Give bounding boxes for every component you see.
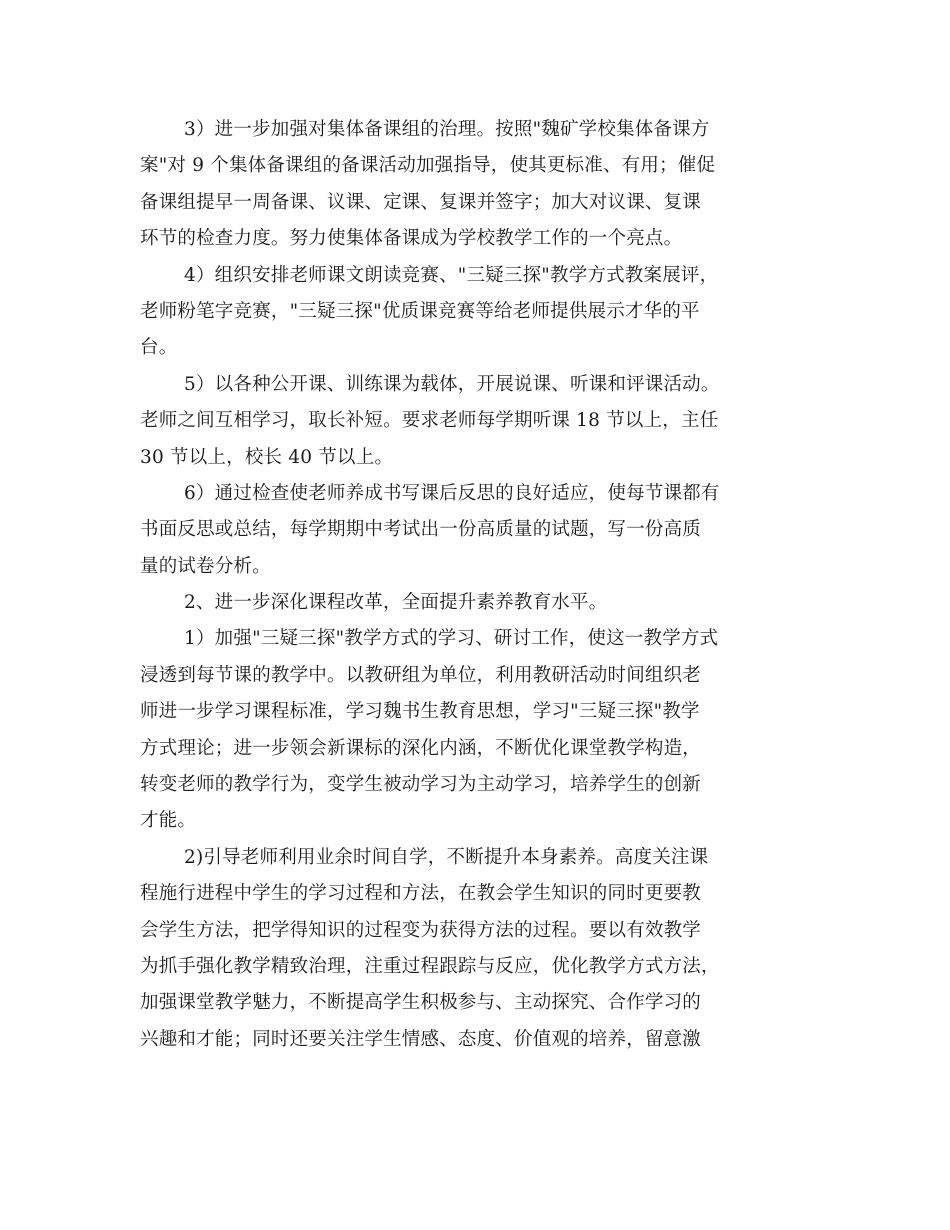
- text-line: 方式理论；进一步领会新课标的深化内涵，不断优化课堂教学构造，: [140, 737, 702, 759]
- text-line: 6）通过检查使老师养成书写课后反思的良好适应，使每节课都有: [184, 482, 720, 504]
- text-line: 4）组织安排老师课文朗读竞赛、"三疑三探"教学方式教案展评，: [184, 264, 719, 286]
- text-line: 兴趣和才能；同时还要关注学生情感、态度、价值观的培养，留意激: [140, 1028, 702, 1050]
- text-line: 30 节以上，校长 40 节以上。: [140, 446, 394, 468]
- text-line: 3）进一步加强对集体备课组的治理。按照"魏矿学校集体备课方: [184, 119, 710, 140]
- text-line: 转变老师的教学行为，变学生被动学习为主动学习，培养学生的创新: [140, 774, 702, 796]
- text-line: 2)引导老师利用业余时间自学，不断提升本身素养。高度关注课: [184, 846, 709, 868]
- document-body: [140, 112, 812, 1058]
- text-line: 才能。: [140, 810, 197, 832]
- text-line: 2、进一步深化课程改革，全面提升素养教育水平。: [184, 592, 608, 614]
- text-line: 程施行进程中学生的学习过程和方法，在教会学生知识的同时更要教: [140, 883, 702, 905]
- text-line: 书面反思或总结，每学期期中考试出一份高质量的试题，写一份高质: [140, 519, 702, 541]
- text-line: 案"对 9 个集体备课组的备课活动加强指导，使其更标准、有用；催促: [140, 155, 716, 177]
- text-line: 老师之间互相学习，取长补短。要求老师每学期听课 18 节以上，主任: [140, 410, 719, 432]
- text-line: 量的试卷分析。: [140, 555, 271, 577]
- text-line: 老师粉笔字竞赛，"三疑三探"优质课竞赛等给老师提供展示才华的平: [140, 300, 700, 322]
- text-line: 备课组提早一周备课、议课、定课、复课并签字；加大对议课、复课: [140, 191, 702, 213]
- text-line: 加强课堂教学魅力，不断提高学生积极参与、主动探究、合作学习的: [140, 992, 702, 1014]
- text-line: 师进一步学习课程标准，学习魏书生教育思想，学习"三疑三探"教学: [140, 701, 700, 723]
- text-line: 5）以各种公开课、训练课为载体，开展说课、听课和评课活动。: [184, 373, 720, 395]
- text-line: 会学生方法，把学得知识的过程变为获得方法的过程。要以有效教学: [140, 919, 702, 941]
- text-line: 台。: [140, 337, 178, 359]
- text-line: 环节的检查力度。努力使集体备课成为学校教学工作的一个亮点。: [140, 228, 683, 250]
- text-line: 1）加强"三疑三探"教学方式的学习、研讨工作，使这一教学方式: [184, 628, 719, 650]
- text-line: 浸透到每节课的教学中。以教研组为单位，利用教研活动时间组织老: [140, 664, 702, 686]
- text-line: 为抓手强化教学精致治理，注重过程跟踪与反应，优化教学方式方法，: [140, 955, 720, 977]
